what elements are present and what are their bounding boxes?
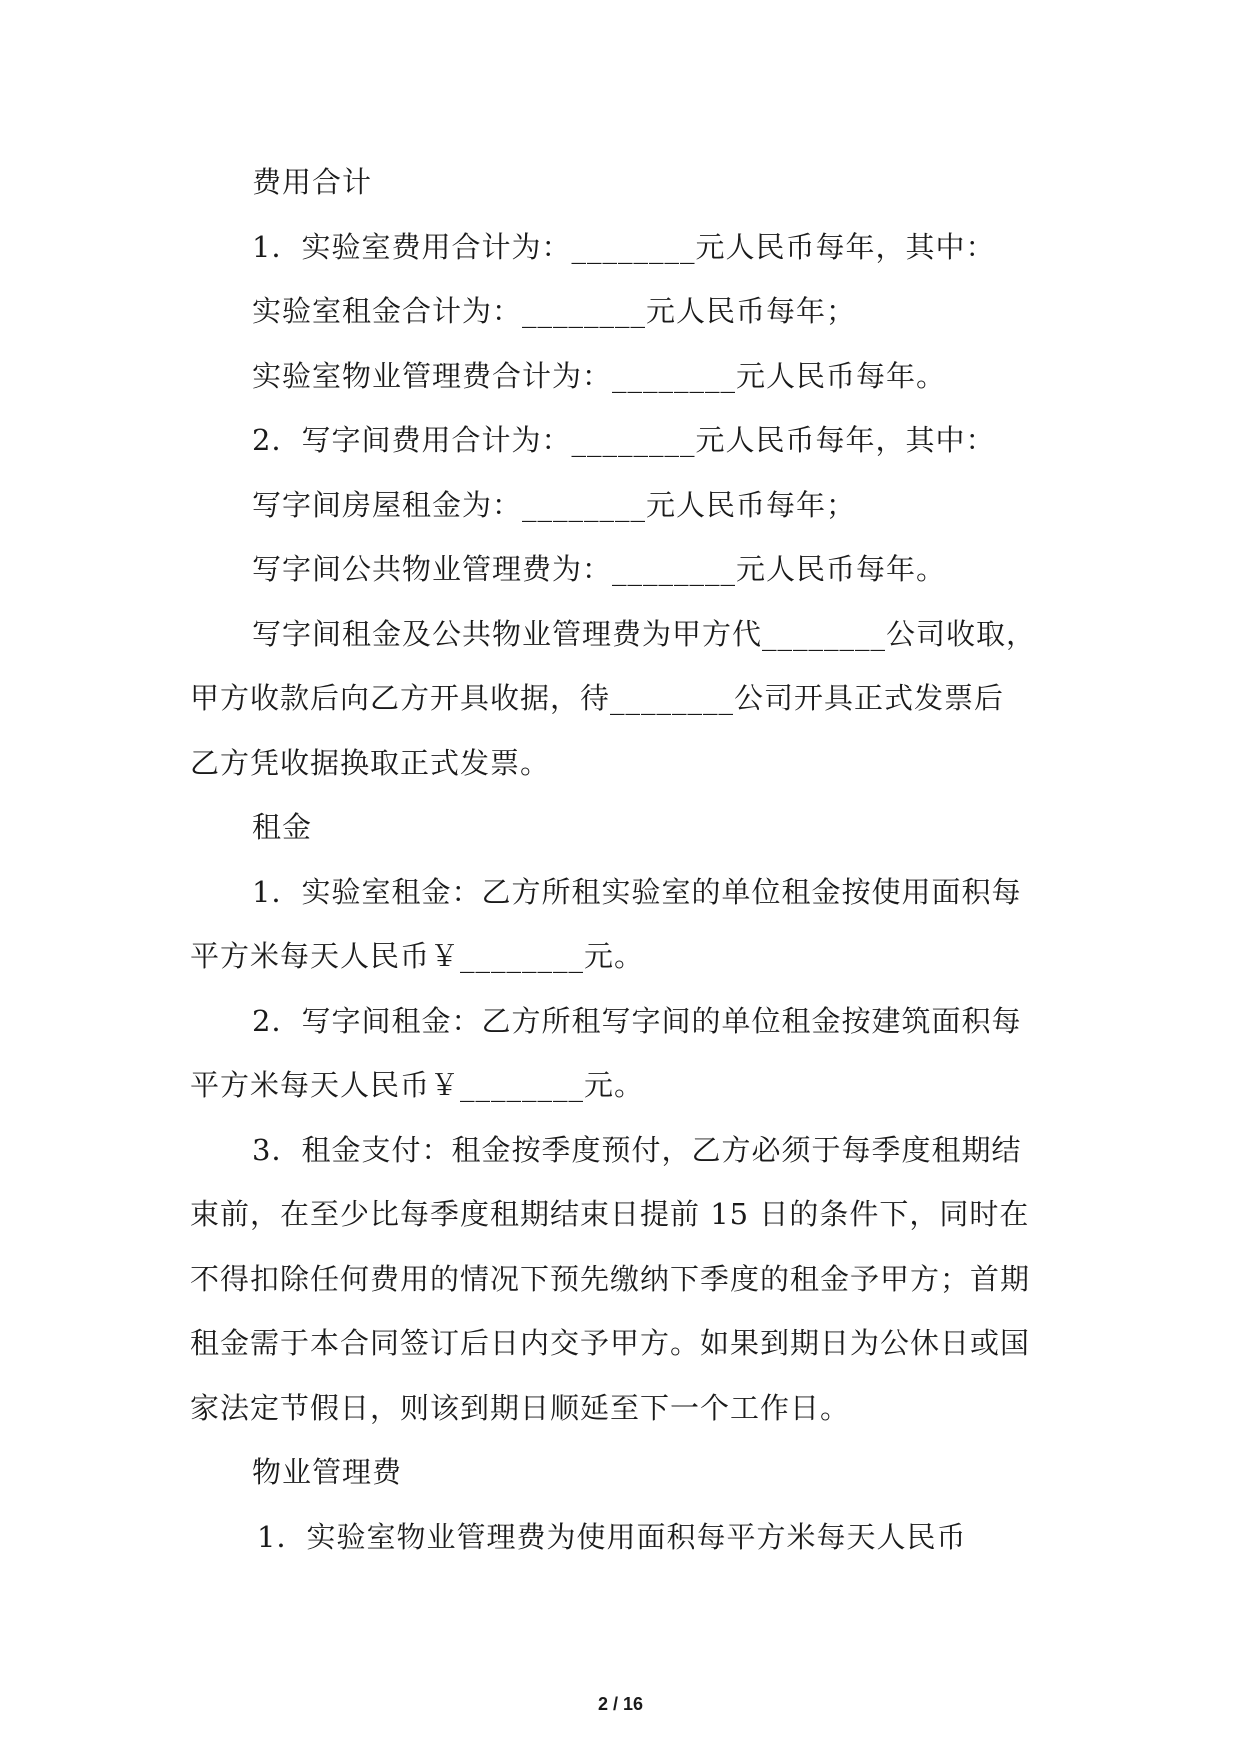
paragraph-line: 不得扣除任何费用的情况下预先缴纳下季度的租金予甲方；首期 xyxy=(190,1262,1031,1296)
paragraph-line: 2．写字间费用合计为：________元人民币每年，其中： xyxy=(252,423,996,457)
page-number: 2 / 16 xyxy=(597,1694,644,1714)
paragraph-line: 1．实验室费用合计为：________元人民币每年，其中： xyxy=(252,230,996,264)
paragraph-line: 实验室租金合计为：________元人民币每年； xyxy=(252,294,857,328)
paragraph-line: 写字间房屋租金为：________元人民币每年； xyxy=(252,488,857,522)
paragraph-line: 2．写字间租金：乙方所租写字间的单位租金按建筑面积每 xyxy=(252,1004,1022,1038)
paragraph-line: 3．租金支付：租金按季度预付，乙方必须于每季度租期结 xyxy=(252,1133,1022,1167)
paragraph-line: 家法定节假日，则该到期日顺延至下一个工作日。 xyxy=(190,1391,851,1425)
paragraph-line: 1．实验室租金：乙方所租实验室的单位租金按使用面积每 xyxy=(252,875,1022,909)
paragraph-line: 写字间租金及公共物业管理费为甲方代________公司收取， xyxy=(252,617,1037,651)
paragraph-line: 1．实验室物业管理费为使用面积每平方米每天人民币 xyxy=(257,1520,967,1554)
paragraph-line: 平方米每天人民币￥________元。 xyxy=(190,939,645,973)
paragraph-line: 甲方收款后向乙方开具收据，待________公司开具正式发票后 xyxy=(190,681,1005,715)
paragraph-line: 乙方凭收据换取正式发票。 xyxy=(190,746,551,780)
paragraph-line: 束前，在至少比每季度租期结束日提前 15 日的条件下，同时在 xyxy=(190,1197,1030,1231)
paragraph-line: 租金需于本合同签订后日内交予甲方。如果到期日为公休日或国 xyxy=(190,1326,1031,1360)
section-heading-property-fee: 物业管理费 xyxy=(252,1455,403,1489)
paragraph-line: 平方米每天人民币￥________元。 xyxy=(190,1068,645,1102)
paragraph-line: 写字间公共物业管理费为：________元人民币每年。 xyxy=(252,552,947,586)
section-heading-rent: 租金 xyxy=(252,810,313,844)
section-heading-expense-total: 费用合计 xyxy=(252,165,373,199)
paragraph-line: 实验室物业管理费合计为：________元人民币每年。 xyxy=(252,359,947,393)
